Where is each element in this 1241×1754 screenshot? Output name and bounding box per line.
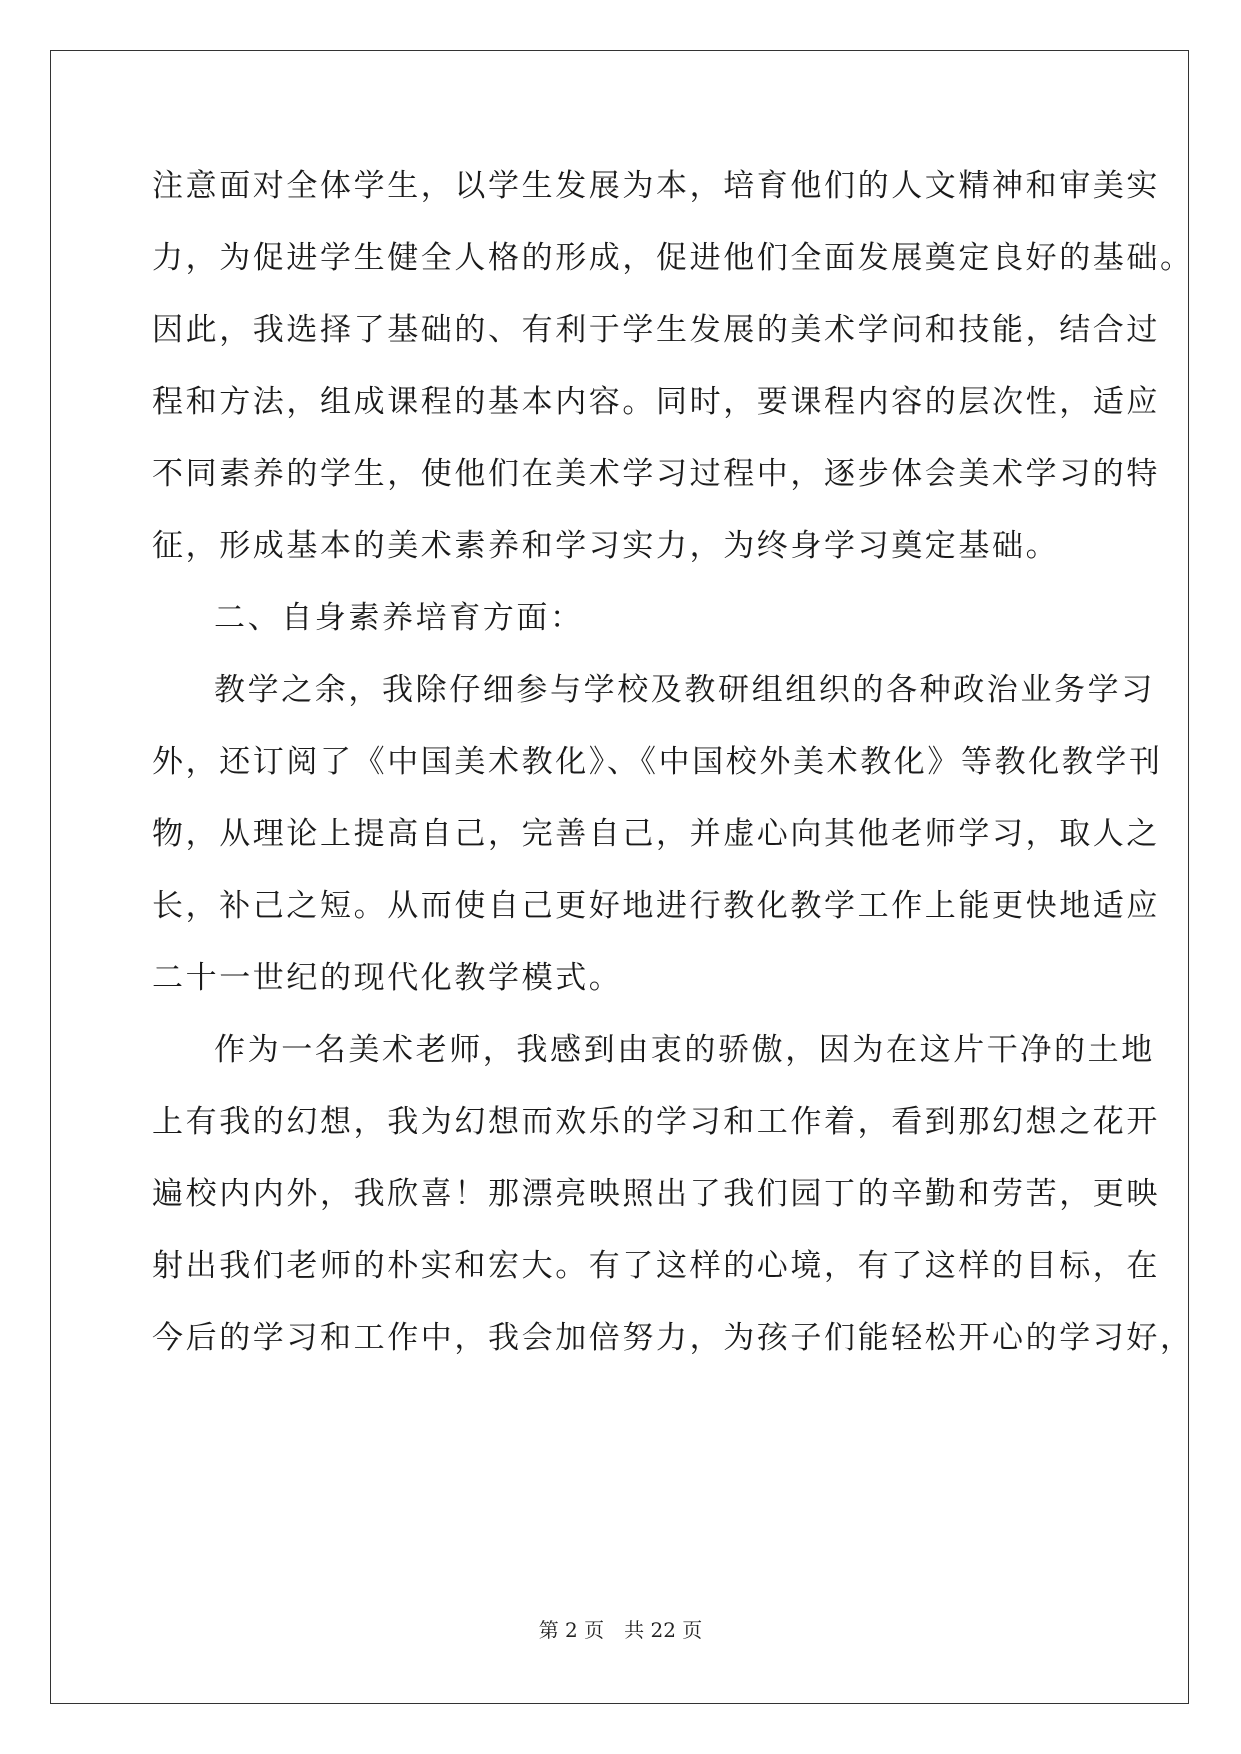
text-line: 教学之余，我除仔细参与学校及教研组组织的各种政治业务学习 [214,672,1155,708]
text-line: 不同素养的学生，使他们在美术学习过程中，逐步体会美术学习的特 [152,456,1160,492]
section-heading: 二、自身素养培育方面： [214,600,584,636]
text-line: 作为一名美术老师，我感到由衷的骄傲，因为在这片干净的土地 [214,1032,1155,1068]
text-line: 物，从理论上提高自己，完善自己，并虚心向其他老师学习，取人之 [152,816,1160,852]
text-line: 外，还订阅了《中国美术教化》、《中国校外美术教化》等教化教学刊 [152,744,1163,780]
text-line: 射出我们老师的朴实和宏大。有了这样的心境，有了这样的目标，在 [152,1248,1160,1284]
text-line: 程和方法，组成课程的基本内容。同时，要课程内容的层次性，适应 [152,384,1160,420]
text-line: 征，形成基本的美术素养和学习实力，为终身学习奠定基础。 [152,528,1060,564]
text-line: 今后的学习和工作中，我会加倍努力，为孩子们能轻松开心的学习好， [152,1320,1194,1356]
text-line: 长，补己之短。从而使自己更好地进行教化教学工作上能更快地适应 [152,888,1160,924]
text-line: 遍校内内外，我欣喜！那漂亮映照出了我们园丁的辛勤和劳苦，更映 [152,1176,1160,1212]
text-line: 二十一世纪的现代化教学模式。 [152,960,623,996]
page-number-footer: 第 2 页 共 22 页 [538,1618,703,1642]
text-line: 上有我的幻想，我为幻想而欢乐的学习和工作着，看到那幻想之花开 [152,1104,1160,1140]
text-line: 因此，我选择了基础的、有利于学生发展的美术学问和技能，结合过 [152,312,1160,348]
page-border [50,50,1189,1704]
text-line: 力，为促进学生健全人格的形成，促进他们全面发展奠定良好的基础。 [152,240,1194,276]
text-line: 注意面对全体学生，以学生发展为本，培育他们的人文精神和审美实 [152,168,1160,204]
